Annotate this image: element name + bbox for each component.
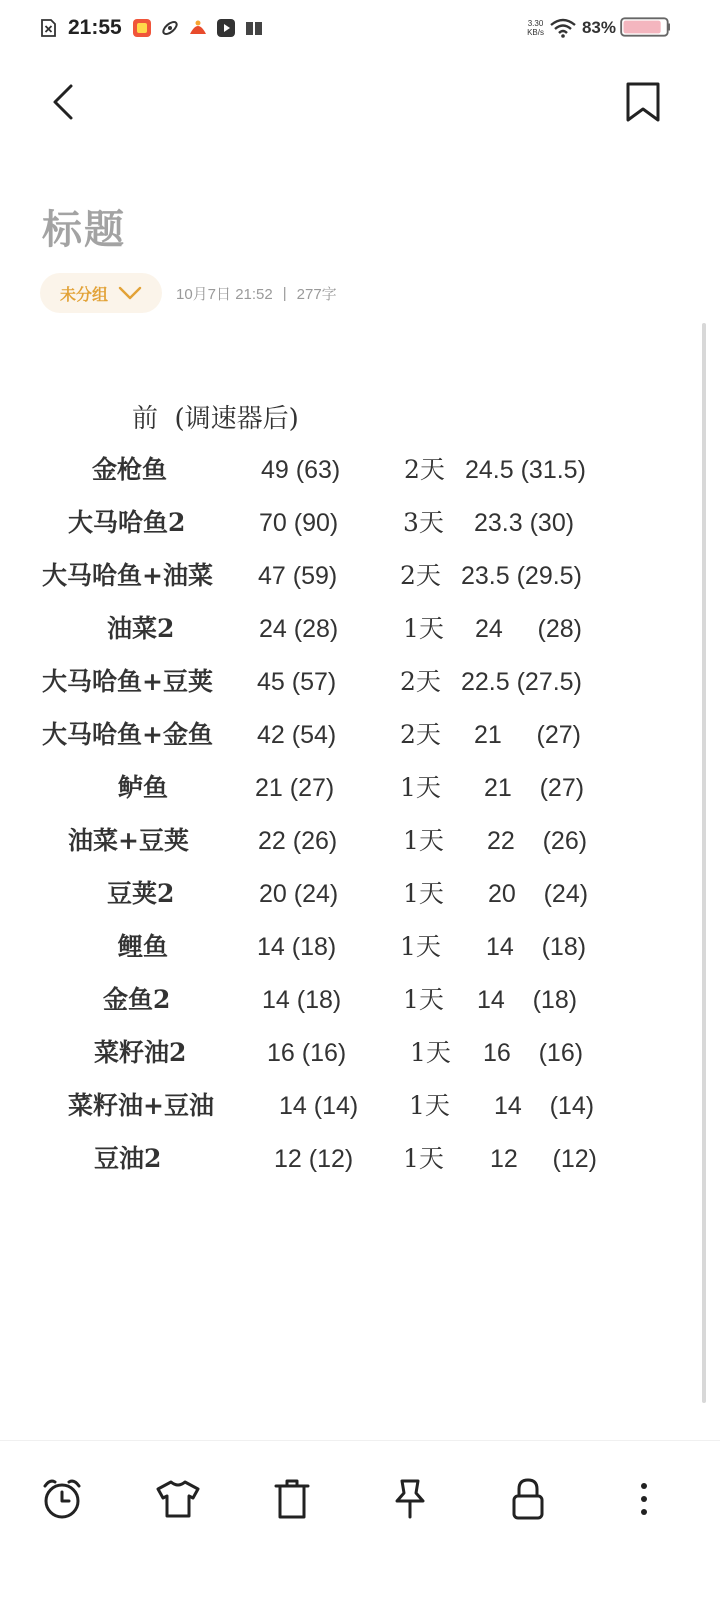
row-name: 鲈鱼 <box>118 773 169 802</box>
row-value: 20 (24) <box>259 880 339 908</box>
row-name: 油菜2 <box>107 614 175 643</box>
row-value: 22 (26) <box>258 827 338 855</box>
note-row <box>0 662 720 702</box>
row-per-day: 14 (18) <box>477 986 578 1014</box>
status-right <box>527 14 616 42</box>
row-days: 2天 <box>400 720 441 749</box>
row-days: 1天 <box>403 826 444 855</box>
row-per-day: 12 (12) <box>490 1145 597 1173</box>
row-value: 14 (18) <box>262 986 342 1014</box>
theme-button[interactable] <box>148 1469 208 1529</box>
battery-percent: 83% <box>581 18 616 37</box>
row-per-day: 24 (28) <box>475 615 582 643</box>
row-value: 24 (28) <box>259 615 339 643</box>
row-value: 21 (27) <box>255 774 335 802</box>
row-per-day: 16 (16) <box>483 1039 584 1067</box>
row-per-day: 20 (24) <box>488 880 589 908</box>
row-name: 金枪鱼 <box>92 455 168 484</box>
note-row <box>0 609 720 649</box>
row-days: 3天 <box>403 508 444 537</box>
link-app-icon <box>160 18 180 38</box>
note-row <box>0 715 720 755</box>
lock-button[interactable] <box>498 1469 558 1529</box>
status-bar <box>0 0 720 56</box>
row-value: 16 (16) <box>267 1039 347 1067</box>
row-name: 大马哈鱼+豆荚 <box>42 667 213 696</box>
meta-separator: | <box>282 284 287 302</box>
row-days: 2天 <box>400 561 441 590</box>
row-days: 1天 <box>410 1038 451 1067</box>
row-value: 70 (90) <box>259 509 339 537</box>
row-per-day: 21 (27) <box>484 774 585 802</box>
bottom-toolbar <box>0 1440 720 1600</box>
row-name: 大马哈鱼2 <box>68 508 186 537</box>
row-value: 45 (57) <box>257 668 337 696</box>
bookmark-icon <box>616 74 670 130</box>
row-value: 42 (54) <box>257 721 337 749</box>
row-value: 49 (63) <box>261 456 341 484</box>
note-row <box>0 1139 720 1179</box>
note-row <box>0 503 720 543</box>
row-value: 12 (12) <box>274 1145 354 1173</box>
note-row <box>0 821 720 861</box>
row-days: 1天 <box>403 614 444 643</box>
note-row <box>0 927 720 967</box>
row-days: 1天 <box>409 1091 450 1120</box>
row-days: 1天 <box>403 985 444 1014</box>
row-days: 2天 <box>404 455 445 484</box>
row-per-day: 21 (27) <box>474 721 581 749</box>
row-name: 菜籽油2 <box>94 1038 187 1067</box>
note-meta <box>40 273 337 313</box>
row-value: 47 (59) <box>258 562 338 590</box>
lock-icon <box>508 1477 548 1521</box>
note-row <box>0 1086 720 1126</box>
pin-icon <box>390 1477 430 1521</box>
row-value: 14 (14) <box>279 1092 359 1120</box>
note-title[interactable]: 标题 <box>42 206 126 253</box>
row-name: 鲤鱼 <box>118 932 169 961</box>
bookmark-button[interactable] <box>616 74 670 130</box>
pin-button[interactable] <box>380 1469 440 1529</box>
note-row <box>0 874 720 914</box>
row-per-day: 22 (26) <box>487 827 588 855</box>
wifi-icon <box>550 18 576 38</box>
note-info <box>176 283 337 304</box>
row-per-day: 23.3 (30) <box>474 509 575 537</box>
word-count: 277字 <box>296 285 337 303</box>
row-name: 金鱼2 <box>103 985 171 1014</box>
video-app-icon <box>216 18 236 38</box>
reminder-button[interactable] <box>32 1469 92 1529</box>
row-name: 油菜+豆荚 <box>68 826 189 855</box>
note-row <box>0 556 720 596</box>
row-value: 14 (18) <box>257 933 337 961</box>
row-days: 1天 <box>403 1144 444 1173</box>
row-name: 豆荚2 <box>107 879 175 908</box>
row-days: 1天 <box>400 773 441 802</box>
note-header-line: 前 (调速器后) <box>132 404 299 434</box>
book-app-icon <box>244 18 264 38</box>
row-days: 1天 <box>400 932 441 961</box>
status-time: 21:55 <box>68 16 122 39</box>
group-selector[interactable] <box>40 273 162 313</box>
note-date: 10月7日 21:52 <box>176 285 273 303</box>
sim-error-icon <box>38 18 58 38</box>
row-name: 大马哈鱼+金鱼 <box>42 720 213 749</box>
row-per-day: 14 (14) <box>494 1092 595 1120</box>
alarm-clock-icon <box>40 1477 84 1521</box>
row-name: 大马哈鱼+油菜 <box>42 561 213 590</box>
group-label: 未分组 <box>59 284 108 304</box>
app-notification-icon <box>132 18 152 38</box>
net-speed <box>527 19 544 37</box>
row-per-day: 23.5 (29.5) <box>461 562 582 590</box>
shirt-icon <box>155 1477 201 1521</box>
net-speed-value: 3.30 <box>527 19 544 28</box>
row-days: 2天 <box>400 667 441 696</box>
row-days: 1天 <box>403 879 444 908</box>
row-per-day: 22.5 (27.5) <box>461 668 582 696</box>
net-speed-unit: KB/s <box>527 28 544 37</box>
note-row <box>0 768 720 808</box>
more-vertical-icon <box>634 1477 654 1521</box>
game-app-icon <box>188 18 208 38</box>
row-per-day: 24.5 (31.5) <box>465 456 586 484</box>
row-name: 豆油2 <box>94 1144 162 1173</box>
more-button[interactable] <box>614 1469 674 1529</box>
battery-icon <box>620 16 670 38</box>
note-row <box>0 450 720 490</box>
chevron-down-icon <box>118 286 142 300</box>
row-per-day: 14 (18) <box>486 933 587 961</box>
status-left <box>38 14 264 42</box>
row-name: 菜籽油+豆油 <box>68 1091 214 1120</box>
trash-icon <box>272 1477 312 1521</box>
note-row <box>0 1033 720 1073</box>
back-button[interactable] <box>38 74 88 130</box>
chevron-left-icon <box>38 74 88 130</box>
note-row <box>0 980 720 1020</box>
delete-button[interactable] <box>262 1469 322 1529</box>
